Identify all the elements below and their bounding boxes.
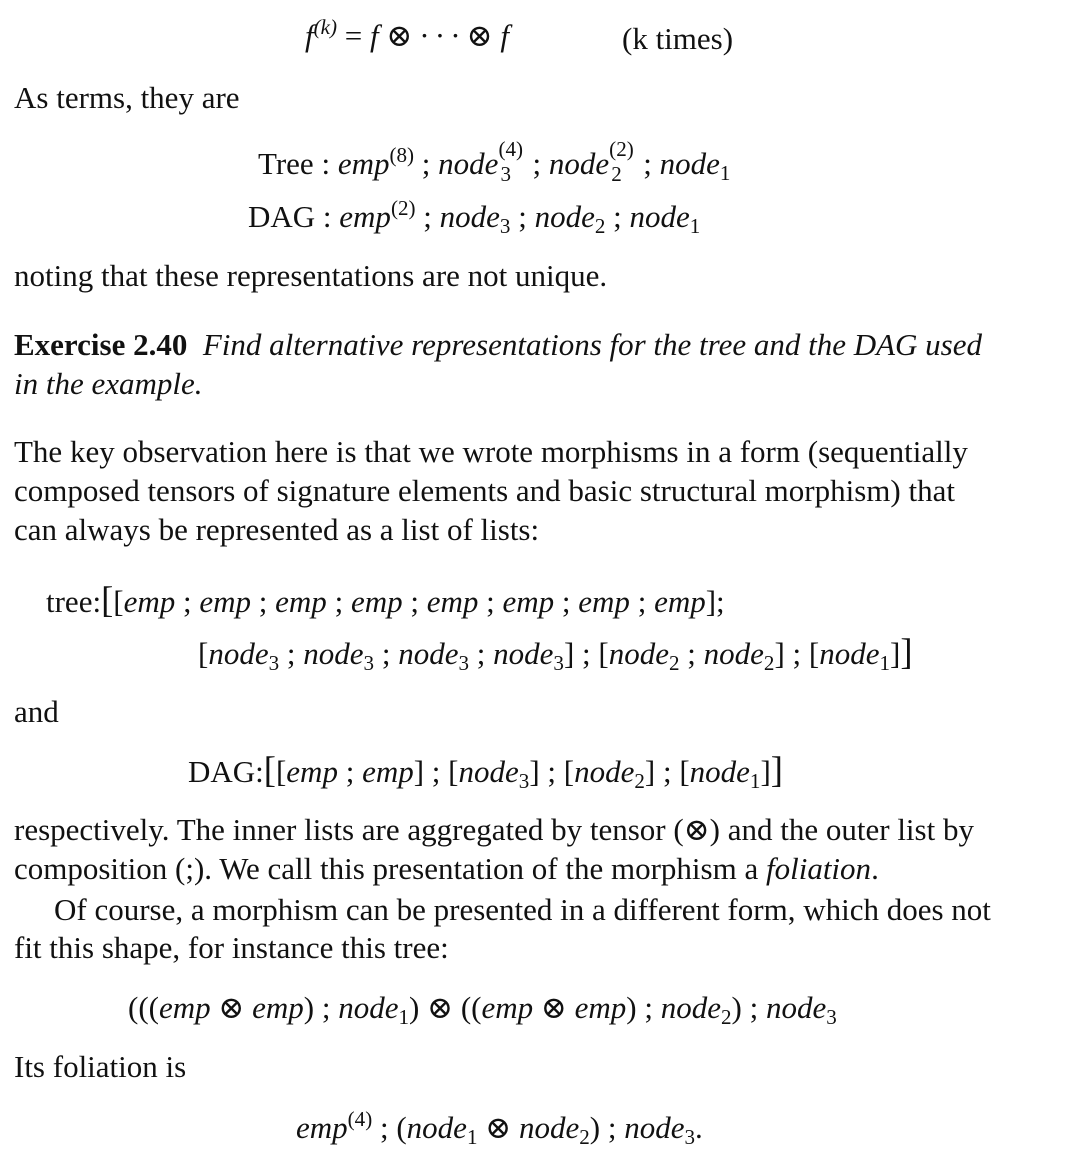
paragraph-of-course-line1: Of course, a morphism can be presented in a different form, which does not — [54, 892, 991, 927]
equation-tree-list-line1: tree:[[emp ; emp ; emp ; emp ; emp ; emp ; emp ; emp]; — [46, 579, 725, 620]
paragraph-as-terms: As terms, they are — [14, 80, 240, 115]
paragraph-of-course-line2: fit this shape, for instance this tree: — [14, 930, 449, 965]
equation-tree-expression: (((emp ⊗ emp) ; node$_1$) ⊗ ((emp ⊗ emp) ; node$_2$) ; node$_3$ — [128, 990, 837, 1029]
equation-foliation: emp$^{(4)}$ ; (node$_1$ ⊗ node$_2$) ; node$_3$. — [296, 1107, 703, 1149]
exercise-heading: Exercise 2.40 — [14, 327, 188, 362]
paragraph-key-line1: The key observation here is that we wrote morphisms in a form (sequentially — [14, 434, 968, 469]
paragraph-respectively-line1: respectively. The inner lists are aggregated by tensor (⊗) and the outer list by — [14, 812, 974, 847]
paragraph-key-line3: can always be represented as a list of lists: — [14, 512, 540, 547]
term-foliation: foliation — [765, 851, 872, 886]
equation-dag-list: DAG:[[emp ; emp] ; [node$_3$] ; [node$_2$] ; [node$_1$]] — [188, 749, 783, 793]
paragraph-not-unique: noting that these representations are not unique. — [14, 258, 608, 293]
paragraph-and: and — [14, 694, 59, 729]
equation-tree-list-line2: [node$_3$ ; node$_3$ ; node$_3$ ; node$_3$] ; [node$_2$ ; node$_2$] ; [node$_1$]] — [198, 631, 913, 675]
equation-f-k-note: (k times) — [622, 21, 734, 56]
equation-dag-term: DAG : emp$^{(2)}$ ; node$_3$ ; node$_2$ ; node$_1$ — [248, 196, 701, 238]
paragraph-respectively-line2: composition (;). We call this presentation of the morphism a foliation. — [14, 851, 879, 886]
equation-f-k: $f^{(k)} = f$ ⊗ · · · ⊗ f — [305, 15, 509, 53]
paragraph-key-line2: composed tensors of signature elements and basic structural morphism) that — [14, 473, 955, 508]
equation-tree-term: Tree : emp$^{(8)}$ ; node (4) 3 ; node (2) 2 ; node$_1$ — [258, 137, 731, 187]
exercise-2-40-line2: in the example. — [14, 366, 203, 401]
paragraph-its-foliation: Its foliation is — [14, 1049, 187, 1084]
exercise-2-40: Exercise 2.40 Find alternative representations for the tree and the DAG used — [14, 327, 983, 362]
